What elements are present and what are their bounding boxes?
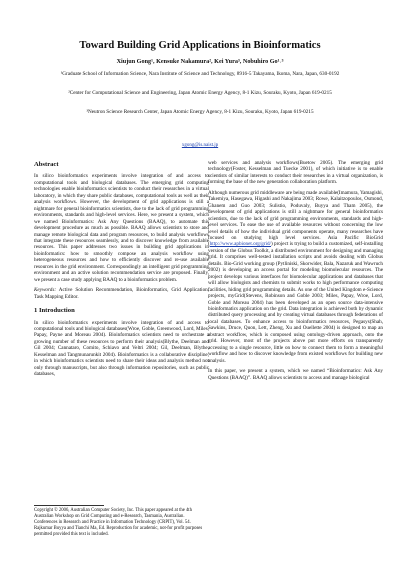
introduction-heading: 1 Introduction (34, 307, 75, 315)
right-column (208, 160, 383, 385)
abstract-text: In silico bioinformatics experiments involve integration of and access to computational tools and biological databases. The emerging grid computing technologies enable bioinformatics scientists to conduct their researches in a virtual laboratory, in which they share public databases, computational tools as well as their analysis workflows. However, the development of grid applications is still a nightmare for general bioinformatics scientists, due to the lack of grid programming environments, standards and high-level services. Here, we present a system, which we named Bioinformatics: Ask Any Questions (BAAQ), to automate this development procedure as much as possible. BAAQ allows scientists to store and manage remote biological data and program resources, to build analysis workflows that integrate these resources seamlessly, and to discover knowledge from available resources. This paper addresses two issues in building grid applications in bioinformatics: how to smoothly compose an analysis workflow using heterogeneous resources and how to efficiently discover and re-use available resources in the grid environment. Correspondingly an intelligent grid programming environment and an active solution recommendation service are proposed. Finally, we present a case study applying BAAQ to a bioinformatics problem. (34, 173, 209, 283)
keywords-label: Keywords: (34, 287, 57, 294)
copyright-footnote: Copyright © 2006, Australian Computer Society, Inc. This paper appeared at the 4th Australian Workshop on Grid Computing and e-Research, Tasmania, Australian. Conferences in Research and Practice in Information Technology (CRPIT), Vol. 54. Rajkumar Buyya and Tianchi Ma, Ed. Reproduction for academic, not-for profit purposes permitted provided this text is included. (34, 508, 203, 537)
apbionet-link[interactable]: http://www.apbionet.org/grid/ (209, 241, 271, 248)
paper-title: Toward Building Grid Applications in Bioinformatics (79, 40, 321, 51)
right-paragraph-1: web services and analysis workflows(Buetow 2005). The emerging grid technology(Foster, Kesselman and Tuecke 2001), of which initiative is to enable scientists of similar interests to conduct their researches in a virtual organization, is forming the base of the new generation collaboration platform. (208, 160, 383, 186)
footnote-rule (34, 505, 104, 506)
right-paragraph-2 (208, 190, 383, 364)
affiliation-3: ³Neutron Science Research Center, Japan Atomic Energy Agency, 8-1 Kizu, Souraku, Kyoto, Japan 619-0215 (86, 109, 314, 115)
affiliation-2: ²Center for Computational Science and Engineering, Japan Atomic Energy Agency, 8-1 Kizu, Souraku, Kyoto, Japan 619-0215 (68, 90, 332, 96)
right-paragraph-2b: ) project is trying to build a customized, self-installing version of the Globus Toolkit, a distributed environment for designing and managing grid. It comprises well-tested installation scripts and avoids dealing with Globus details. Bio-Grid working group (Pytliniski, Skorwider, Bala, Nazaruk and Wawruch 2002) is developing an access portal for modeling biomolecular resources. The project develops various interfaces for biomolecular applications and databases that will allow biologists and chemists to submit works to high performance computing facilities, hiding grid programming details. As one of the United Kingdom e-Science projects, myGrid(Stevens, Robinson and Goble 2003; Miles, Papay, Wroe, Lord, Goble and Moreau 2004) has been developed as an open source data-intensive bioinformatics application on the grid. Data integration is achieved both by dynamic distributed query processing and by creating virtual databases through federations of local databases. To enhance access to bioinformatics resources, Pegasys(Shah, Sawkins, Druce, Quon, Lett, Zheng, Xu and Ouellette 2004) is designed to map an abstract workflow, which is composed using ontology-driven approach, onto the grid. However, most of the projects above put more efforts on transparently accessing to a single resource, little on how to connect them to form a meaningful workflow and how to discover knowledge from existed workflows for building new analysis. (208, 241, 383, 364)
introduction-paragraph: In silico bioinformatics experiments involve integration of and access to computational tools and biological databases(Wroe, Goble, Greenwood, Lord, Miles, Papay, Payne and Moreau 2004). Bioinformatics scientists need to orchestrate a growing number of these resources to perform their analysis(Blythe, Deelman and Gil 2004; Cannataro, Comito, Schiavo and Veltri 2004; Gil, Deelman, Blythe, Kesselman and Tangmunarunkit 2004). Bioinformatics is a collaborative discipline, in which bioinformatics scientists need to share their ideas and analysis method not only through manuscripts, but also through information repositories, such as public databases, (34, 319, 209, 378)
left-column (34, 162, 209, 382)
author-email-link[interactable]: xgong@is.naist.jp (181, 143, 219, 148)
keywords-text: Active Solution Recommendation, Bioinformatics, Grid Application, Task Mapping Editor. (34, 287, 209, 300)
abstract-heading: Abstract (34, 161, 59, 168)
keywords-line (34, 287, 209, 300)
author-list: Xiujun Gong¹, Kensuke Nakamura², Kei Yura³, Nobuhiro Go¹˒³ (116, 58, 284, 65)
affiliation-1: ¹Graduate School of Information Science, Nara Institute of Science and Technology, 8916-5 Takayama, Ikoma, Nara, Japan, 630-0192 (60, 71, 340, 77)
right-paragraph-3: In this paper, we present a system, which we named “Bioinformatics: Ask Any Questions (BAAQ)”. BAAQ allows scientists to access and manage biological (208, 368, 383, 381)
right-paragraph-2a: Although numerous grid middleware are being made available(Imamura, Yamagishi, Takemiya, Hasegawa, Higashi and Nakajima 2003; Rowe, Kalaitzopoulos, Osmond, Ghanem and Guo 2003; Sulistio, Poduvaly, Buyya and Tham 2005), the development of grid applications is still a nightmare for general bioinformatics scientists, due to the lack of grid programming environments, standards and high-level services. To ease the use of available resources without concerning the low level details of how the individual grid components operate, many researches have focused on studying high level services. Asia Pacific BioGrid ( (208, 189, 383, 248)
